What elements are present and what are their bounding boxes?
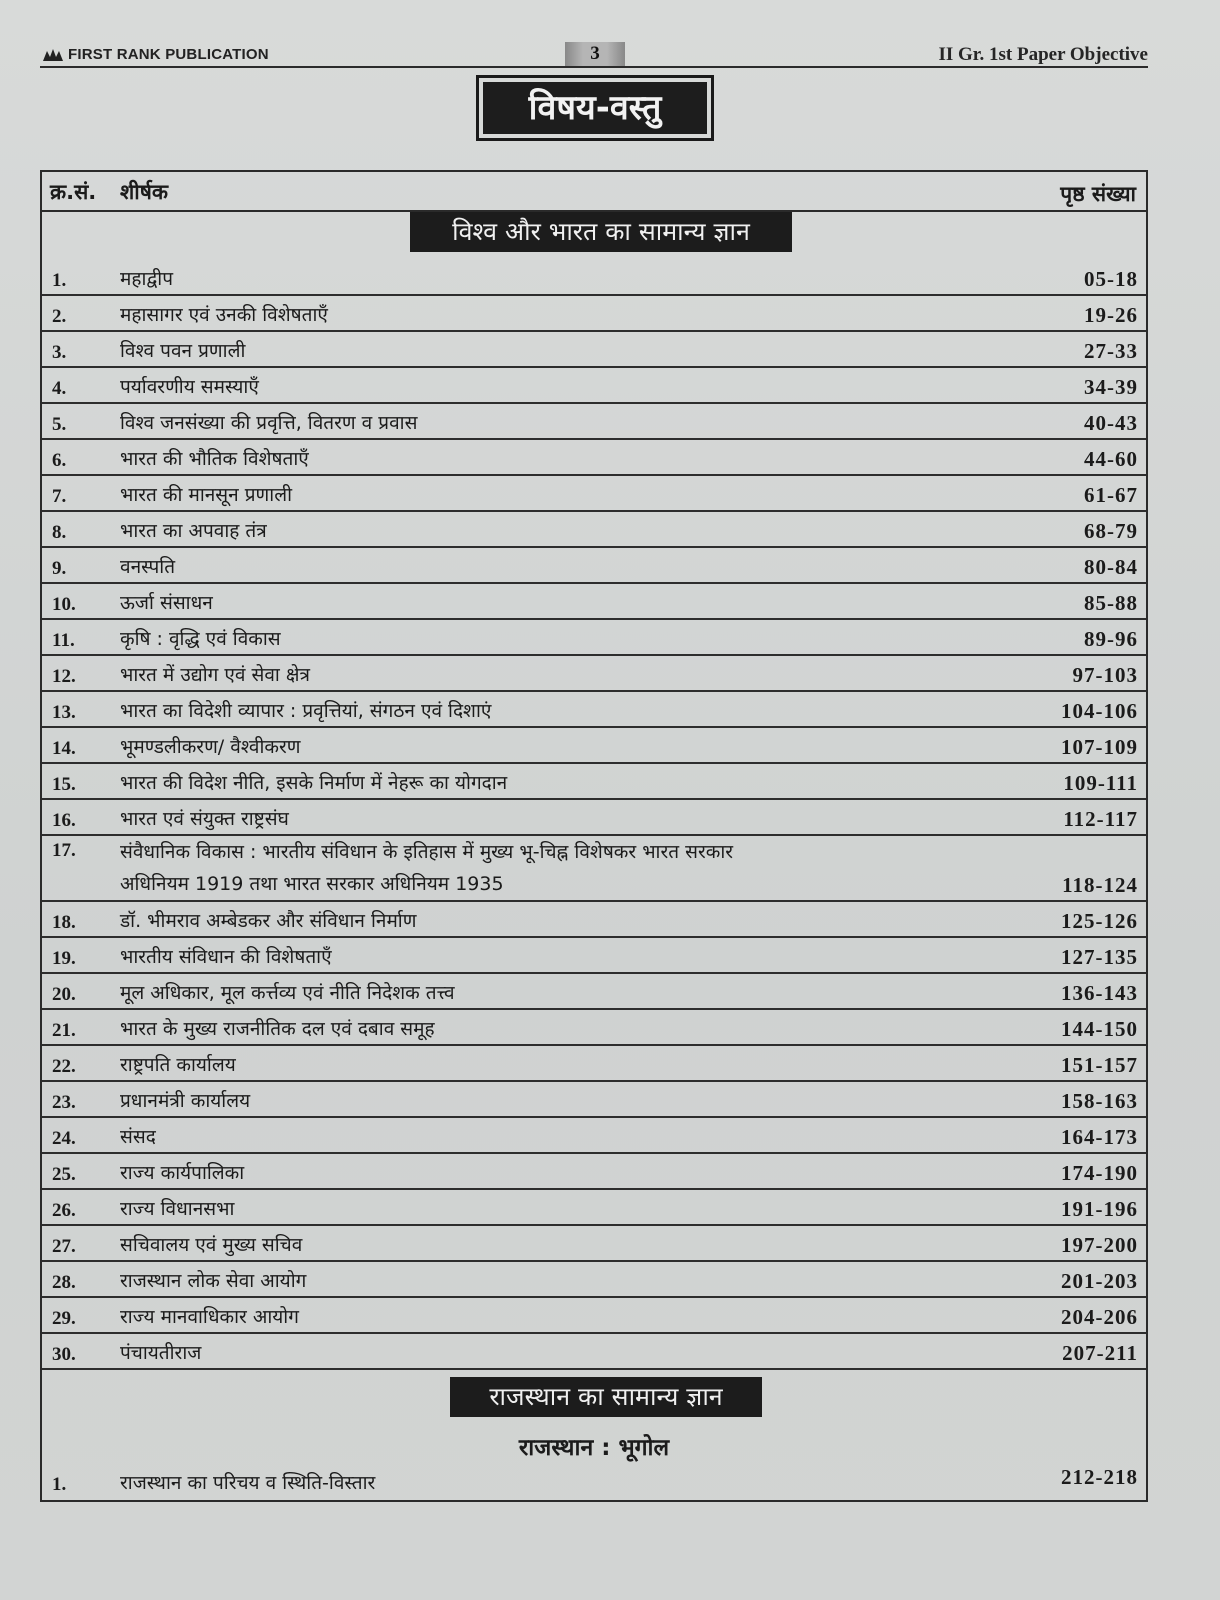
row-page-range: 61-67 bbox=[1084, 483, 1138, 507]
row-title: राष्ट्रपति कार्यालय bbox=[120, 1054, 236, 1076]
contents-title: विषय-वस्तु bbox=[483, 82, 707, 134]
table-row bbox=[42, 1332, 1146, 1370]
row-title: सचिवालय एवं मुख्य सचिव bbox=[120, 1234, 303, 1256]
table-row bbox=[42, 330, 1146, 368]
row-serial-number: 5. bbox=[52, 414, 67, 435]
header-rule bbox=[40, 66, 1148, 68]
row-title: भारत का विदेशी व्यापार : प्रवृत्तियां, संगठन एवं दिशाएं bbox=[120, 700, 492, 722]
publisher-header bbox=[42, 46, 269, 63]
table-row bbox=[42, 402, 1146, 440]
row-title: भारत के मुख्य राजनीतिक दल एवं दबाव समूह bbox=[120, 1018, 435, 1040]
table-row bbox=[42, 834, 1146, 902]
row-page-range: 107-109 bbox=[1061, 735, 1138, 759]
row-title: राजस्थान लोक सेवा आयोग bbox=[120, 1270, 307, 1292]
table-row bbox=[42, 972, 1146, 1010]
row-page-range: 204-206 bbox=[1061, 1305, 1138, 1329]
row-serial-number: 1. bbox=[52, 1474, 67, 1495]
book-title: II Gr. 1st Paper Objective bbox=[938, 44, 1148, 65]
row-title-continued: अधिनियम 1919 तथा भारत सरकार अधिनियम 1935 bbox=[120, 873, 504, 895]
row-title: भारत एवं संयुक्त राष्ट्रसंघ bbox=[120, 808, 289, 830]
row-title: विश्व पवन प्रणाली bbox=[120, 340, 246, 362]
table-row bbox=[42, 1116, 1146, 1154]
row-serial-number: 27. bbox=[52, 1236, 76, 1257]
table-row bbox=[42, 1008, 1146, 1046]
table-row bbox=[42, 474, 1146, 512]
row-title: राज्य मानवाधिकार आयोग bbox=[120, 1306, 299, 1328]
row-page-range: 207-211 bbox=[1062, 1341, 1138, 1365]
row-serial-number: 15. bbox=[52, 774, 76, 795]
row-title: राजस्थान का परिचय व स्थिति-विस्तार bbox=[120, 1472, 376, 1494]
row-title: भारत की विदेश नीति, इसके निर्माण में नेहरू का योगदान bbox=[120, 772, 508, 794]
table-row bbox=[42, 690, 1146, 728]
row-serial-number: 20. bbox=[52, 984, 76, 1005]
row-page-range: 80-84 bbox=[1084, 555, 1138, 579]
row-title: प्रधानमंत्री कार्यालय bbox=[120, 1090, 251, 1112]
table-row bbox=[42, 762, 1146, 800]
contents-title-box bbox=[476, 75, 714, 141]
row-title: राज्य विधानसभा bbox=[120, 1198, 235, 1220]
section-banner-world-india: विश्व और भारत का सामान्य ज्ञान bbox=[410, 212, 792, 252]
row-page-range: 89-96 bbox=[1084, 627, 1138, 651]
row-page-range: 151-157 bbox=[1061, 1053, 1138, 1077]
row-page-range: 44-60 bbox=[1084, 447, 1138, 471]
row-serial-number: 6. bbox=[52, 450, 67, 471]
row-title: भारत की भौतिक विशेषताएँ bbox=[120, 448, 309, 470]
row-serial-number: 10. bbox=[52, 594, 76, 615]
row-page-range: 34-39 bbox=[1084, 375, 1138, 399]
row-serial-number: 28. bbox=[52, 1272, 76, 1293]
row-title: संवैधानिक विकास : भारतीय संविधान के इतिहास में मुख्य भू-चिह्न विशेषकर भारत सरकार bbox=[120, 841, 734, 863]
table-row bbox=[42, 618, 1146, 656]
row-serial-number: 30. bbox=[52, 1344, 76, 1365]
table-row bbox=[42, 1224, 1146, 1262]
row-page-range: 197-200 bbox=[1061, 1233, 1138, 1257]
row-title: विश्व जनसंख्या की प्रवृत्ति, वितरण व प्रवास bbox=[120, 412, 418, 434]
table-row bbox=[42, 1188, 1146, 1226]
row-title: ऊर्जा संसाधन bbox=[120, 592, 213, 614]
subsection-title-rajasthan-geography: राजस्थान : भूगोल bbox=[518, 1435, 670, 1461]
row-serial-number: 8. bbox=[52, 522, 67, 543]
row-page-range: 40-43 bbox=[1084, 411, 1138, 435]
row-page-range: 109-111 bbox=[1063, 771, 1138, 795]
row-serial-number: 16. bbox=[52, 810, 76, 831]
row-serial-number: 21. bbox=[52, 1020, 76, 1041]
row-serial-number: 9. bbox=[52, 558, 67, 579]
table-header bbox=[42, 172, 1146, 212]
table-row bbox=[42, 1152, 1146, 1190]
row-title: वनस्पति bbox=[120, 556, 176, 578]
contents-table bbox=[40, 170, 1148, 1502]
row-serial-number: 25. bbox=[52, 1164, 76, 1185]
row-title: मूल अधिकार, मूल कर्त्तव्य एवं नीति निदेशक तत्त्व bbox=[120, 982, 455, 1004]
row-title: भारत में उद्योग एवं सेवा क्षेत्र bbox=[120, 664, 310, 686]
row-page-range: 05-18 bbox=[1084, 267, 1138, 291]
table-row bbox=[42, 1260, 1146, 1298]
row-serial-number: 12. bbox=[52, 666, 76, 687]
table-row bbox=[42, 438, 1146, 476]
table-row bbox=[42, 936, 1146, 974]
row-page-range: 97-103 bbox=[1072, 663, 1138, 687]
header-page-number: पृष्ठ संख्या bbox=[1060, 182, 1136, 206]
row-title: पर्यावरणीय समस्याएँ bbox=[120, 376, 259, 398]
table-row bbox=[42, 546, 1146, 584]
table-row bbox=[42, 1080, 1146, 1118]
table-row bbox=[42, 258, 1146, 296]
row-title: भूमण्डलीकरण/ वैश्वीकरण bbox=[120, 736, 301, 758]
row-page-range: 104-106 bbox=[1061, 699, 1138, 723]
row-page-range: 68-79 bbox=[1084, 519, 1138, 543]
row-title: डॉ. भीमराव अम्बेडकर और संविधान निर्माण bbox=[120, 910, 417, 932]
section-banner-rajasthan: राजस्थान का सामान्य ज्ञान bbox=[450, 1377, 762, 1417]
row-title: भारत का अपवाह तंत्र bbox=[120, 520, 267, 542]
row-serial-number: 3. bbox=[52, 342, 67, 363]
row-serial-number: 11. bbox=[52, 630, 75, 651]
row-serial-number: 24. bbox=[52, 1128, 76, 1149]
table-row bbox=[42, 798, 1146, 836]
page-number: 3 bbox=[565, 42, 625, 66]
row-page-range: 112-117 bbox=[1063, 807, 1138, 831]
row-page-range: 125-126 bbox=[1061, 909, 1138, 933]
row-title: महाद्वीप bbox=[120, 268, 174, 290]
row-title: पंचायतीराज bbox=[120, 1342, 202, 1364]
table-row bbox=[42, 366, 1146, 404]
row-serial-number: 19. bbox=[52, 948, 76, 969]
table-row bbox=[42, 654, 1146, 692]
header-serial-number: क्र.सं. bbox=[50, 180, 97, 204]
row-title: महासागर एवं उनकी विशेषताएँ bbox=[120, 304, 328, 326]
table-row bbox=[42, 510, 1146, 548]
row-page-range: 158-163 bbox=[1061, 1089, 1138, 1113]
row-page-range: 19-26 bbox=[1084, 303, 1138, 327]
row-serial-number: 13. bbox=[52, 702, 76, 723]
row-page-range: 85-88 bbox=[1084, 591, 1138, 615]
row-title: संसद bbox=[120, 1126, 156, 1148]
row-title: भारत की मानसून प्रणाली bbox=[120, 484, 293, 506]
row-serial-number: 23. bbox=[52, 1092, 76, 1113]
row-page-range: 191-196 bbox=[1061, 1197, 1138, 1221]
row-serial-number: 17. bbox=[52, 840, 76, 861]
table-row bbox=[42, 1044, 1146, 1082]
publisher-logo-icon bbox=[42, 48, 64, 62]
row-serial-number: 2. bbox=[52, 306, 67, 327]
row-page-range: 27-33 bbox=[1084, 339, 1138, 363]
row-page-range: 164-173 bbox=[1061, 1125, 1138, 1149]
table-row bbox=[42, 294, 1146, 332]
row-serial-number: 7. bbox=[52, 486, 67, 507]
row-title: कृषि : वृद्धि एवं विकास bbox=[120, 628, 281, 650]
row-page-range: 136-143 bbox=[1061, 981, 1138, 1005]
row-page-range: 201-203 bbox=[1061, 1269, 1138, 1293]
row-serial-number: 18. bbox=[52, 912, 76, 933]
row-serial-number: 22. bbox=[52, 1056, 76, 1077]
table-row bbox=[42, 900, 1146, 938]
row-serial-number: 1. bbox=[52, 270, 67, 291]
header-title: शीर्षक bbox=[120, 180, 168, 204]
row-page-range: 118-124 bbox=[1062, 873, 1138, 897]
table-row bbox=[42, 726, 1146, 764]
row-serial-number: 4. bbox=[52, 378, 67, 399]
row-page-range: 174-190 bbox=[1061, 1161, 1138, 1185]
table-row bbox=[42, 582, 1146, 620]
row-page-range: 127-135 bbox=[1061, 945, 1138, 969]
row-serial-number: 14. bbox=[52, 738, 76, 759]
row-serial-number: 26. bbox=[52, 1200, 76, 1221]
row-page-range: 144-150 bbox=[1061, 1017, 1138, 1041]
row-title: राज्य कार्यपालिका bbox=[120, 1162, 245, 1184]
row-page-range: 212-218 bbox=[1061, 1465, 1138, 1489]
row-serial-number: 29. bbox=[52, 1308, 76, 1329]
publisher-name: FIRST RANK PUBLICATION bbox=[68, 46, 269, 63]
row-title: भारतीय संविधान की विशेषताएँ bbox=[120, 946, 332, 968]
table-row bbox=[42, 1296, 1146, 1334]
table-row bbox=[42, 1462, 1146, 1498]
